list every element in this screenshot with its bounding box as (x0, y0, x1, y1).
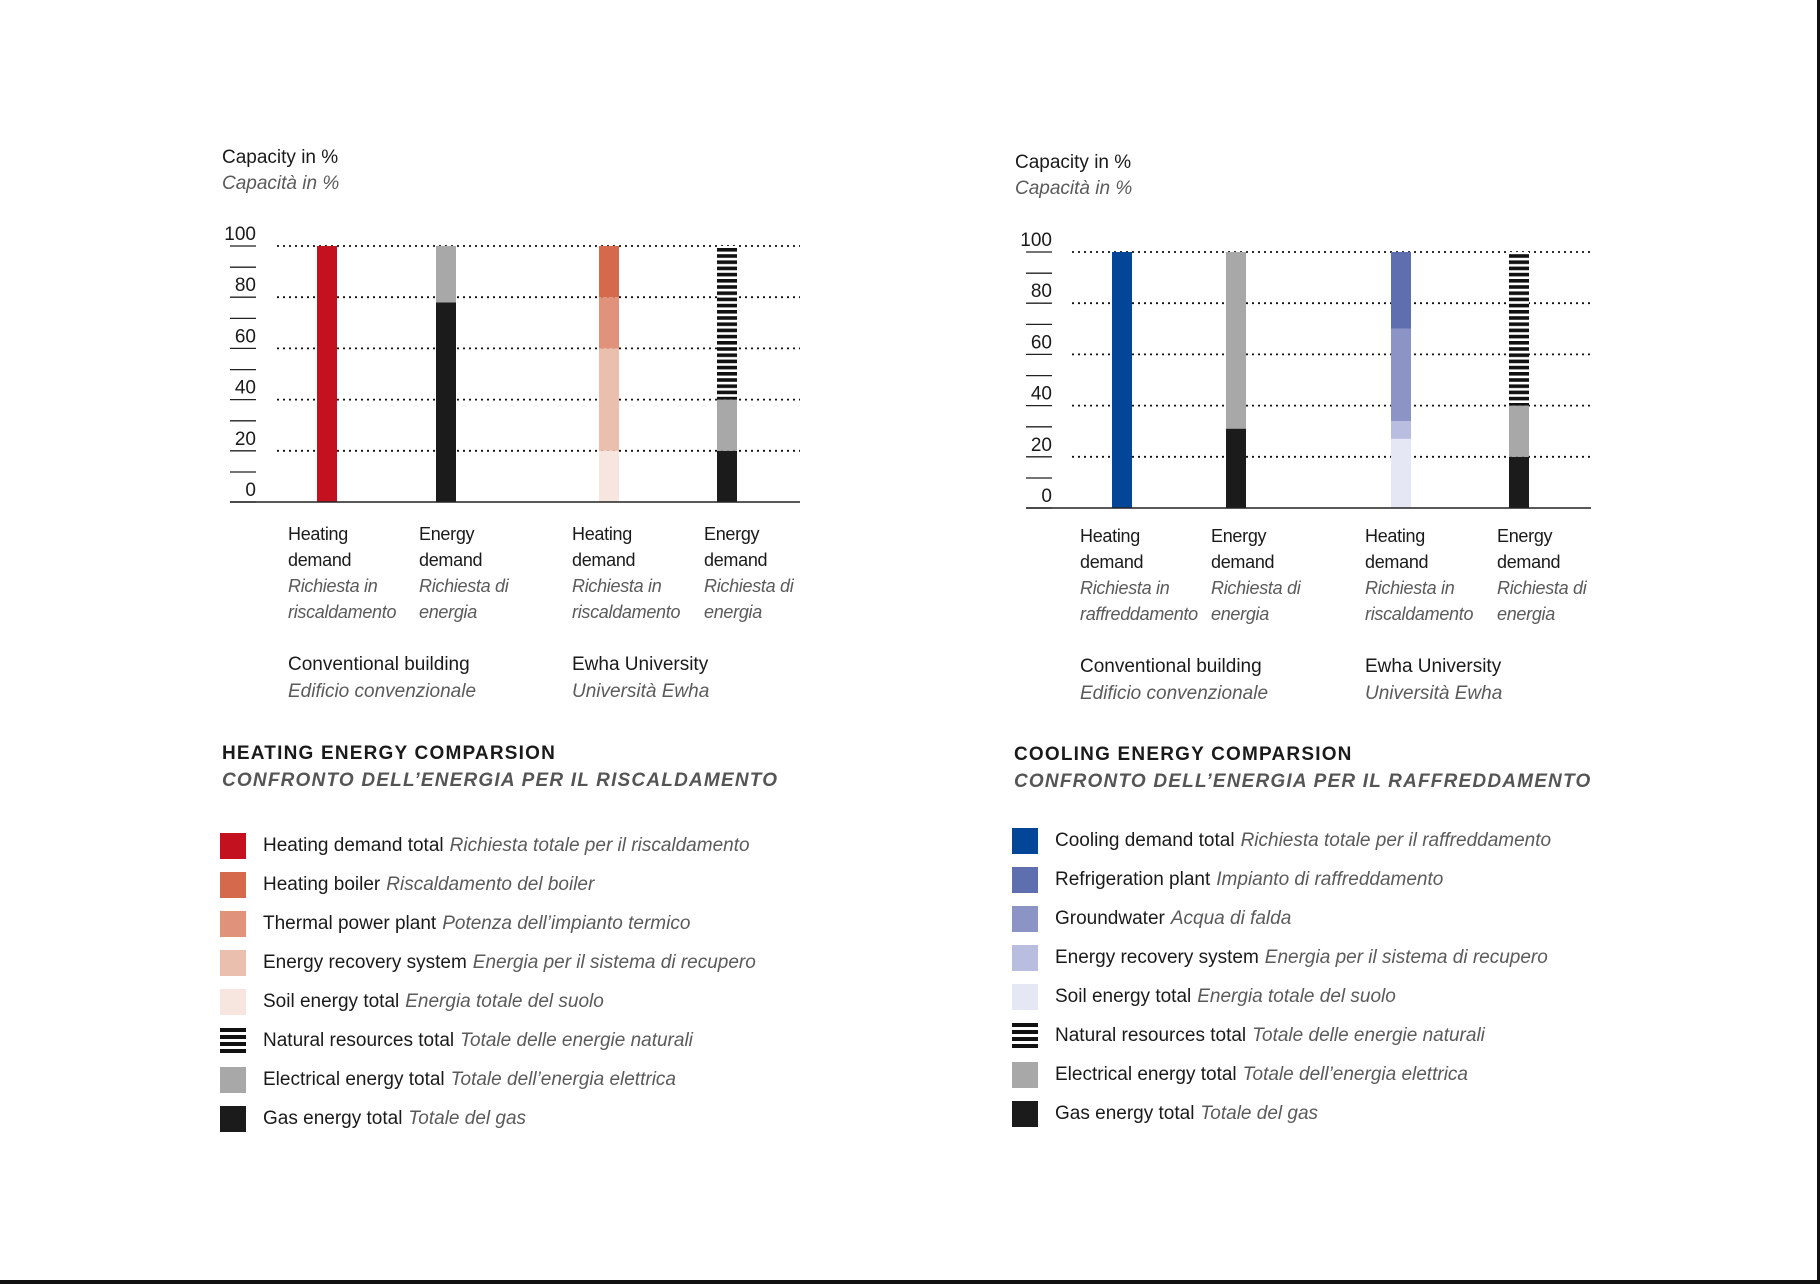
y-tick-label: 80 (1030, 281, 1052, 303)
category-label-line-italian: Richiesta in (1080, 578, 1170, 598)
category-label (1497, 523, 1586, 627)
category-label-line: demand (1365, 552, 1429, 572)
legend-label-english: Refrigeration plant (1055, 869, 1211, 890)
legend-label (1055, 830, 1551, 852)
chart-title: COOLING ENERGY COMPARSION (1014, 744, 1353, 765)
legend-label-english: Natural resources total (263, 1030, 455, 1051)
legend-label-italian: Energia per il sistema di recupero (472, 952, 756, 973)
legend-label-italian: Totale delle energie naturali (1252, 1025, 1485, 1046)
category-label-line: Energy (1211, 526, 1267, 546)
legend-label-italian: Acqua di falda (1170, 908, 1292, 929)
legend-swatch-icon (1012, 906, 1038, 932)
category-label-line-italian: riscaldamento (572, 602, 681, 622)
legend-label-italian: Totale dell’energia elettrica (1242, 1064, 1468, 1085)
category-label-line: demand (704, 550, 768, 570)
legend-label-english: Cooling demand total (1055, 830, 1235, 851)
category-label-line-italian: Richiesta di (704, 576, 794, 596)
legend-label-english: Soil energy total (263, 991, 400, 1012)
group-label-english: Ewha University (1365, 656, 1502, 677)
legend-label-english: Energy recovery system (263, 952, 467, 973)
category-label-line: Energy (704, 524, 760, 544)
legend-label-italian: Totale delle energie naturali (460, 1030, 693, 1051)
category-label-line-italian: Richiesta di (1211, 578, 1301, 598)
category-label-line: demand (1497, 552, 1561, 572)
legend-stripes-icon (1012, 1023, 1038, 1050)
legend-label-english: Energy recovery system (1055, 947, 1259, 968)
category-label-line: demand (288, 550, 352, 570)
category-label-line-italian: energia (1497, 604, 1555, 624)
y-tick-label: 40 (234, 377, 256, 399)
category-label-line-italian: Richiesta di (1497, 578, 1587, 598)
bar-segment-cooling-demand-total (1112, 252, 1132, 508)
legend-item (1012, 945, 1548, 971)
legend-label-italian: Totale del gas (1200, 1103, 1319, 1124)
group-label (1080, 653, 1268, 707)
category-label-line: Heating (1080, 526, 1140, 546)
legend-label (1055, 908, 1291, 930)
legend-label-english: Gas energy total (263, 1108, 403, 1129)
legend-label-italian: Richiesta totale per il riscaldamento (449, 835, 750, 856)
y-axis-label: Capacity in % (222, 147, 339, 168)
category-label (1080, 523, 1198, 627)
category-label-line: Heating (288, 524, 348, 544)
y-axis-label-italian: Capacità in % (1015, 178, 1133, 199)
chart-title-italian: CONFRONTO DELL’ENERGIA PER IL RISCALDAMENTO (222, 770, 779, 791)
y-tick-label: 20 (234, 428, 256, 450)
bar-segment-groundwater (1391, 329, 1411, 421)
legend-label (1055, 986, 1396, 1008)
category-label-line-italian: riscaldamento (288, 602, 397, 622)
legend-label-italian: Potenza dell’impianto termico (442, 913, 691, 934)
legend-label-english: Groundwater (1055, 908, 1165, 929)
bar-segment-gas (1509, 457, 1529, 508)
category-label-line: demand (419, 550, 483, 570)
legend-item (1012, 1023, 1485, 1049)
category-label-line: demand (1080, 552, 1144, 572)
category-label-line-italian: Richiesta in (288, 576, 378, 596)
chart-title: HEATING ENERGY COMPARSION (222, 743, 557, 764)
y-axis-label-italian: Capacità in % (222, 173, 340, 194)
legend-label-english: Electrical energy total (1055, 1064, 1237, 1085)
group-label-italian: Edificio convenzionale (1080, 683, 1269, 704)
y-tick-label: 100 (1020, 230, 1052, 251)
legend-item (1012, 828, 1551, 854)
category-label-line-italian: energia (1211, 604, 1269, 624)
group-label-english: Conventional building (1080, 656, 1262, 677)
legend-swatch-icon (1012, 1101, 1038, 1127)
y-tick-label: 60 (1030, 332, 1052, 354)
group-label (1365, 653, 1502, 707)
group-label-english: Ewha University (572, 654, 709, 675)
group-label-italian: Università Ewha (572, 681, 710, 702)
bar-segment-cooling-soil-energy (1391, 439, 1411, 508)
legend-label (1055, 1064, 1468, 1086)
category-label-line: Energy (419, 524, 475, 544)
legend-swatch-icon (1012, 984, 1038, 1010)
legend-label (1055, 947, 1548, 969)
legend-label-english: Electrical energy total (263, 1069, 445, 1090)
legend-label-english: Gas energy total (1055, 1103, 1195, 1124)
y-tick-label: 0 (1041, 486, 1052, 507)
legend-item (1012, 906, 1291, 932)
category-label-line-italian: riscaldamento (1365, 604, 1474, 624)
group-label-english: Conventional building (288, 654, 470, 675)
category-label-line-italian: raffreddamento (1080, 604, 1198, 624)
legend-label (1055, 869, 1443, 891)
bar-segment-electrical (1509, 406, 1529, 457)
legend-label-italian: Totale del gas (408, 1108, 527, 1129)
category-label-line: Heating (1365, 526, 1425, 546)
legend-label-english: Soil energy total (1055, 986, 1192, 1007)
legend-label-italian: Energia totale del suolo (1197, 986, 1396, 1007)
legend-label (1055, 1025, 1485, 1047)
y-axis-label: Capacity in % (1015, 152, 1132, 173)
legend-label-italian: Riscaldamento del boiler (386, 874, 595, 895)
legend-label-italian: Totale dell’energia elettrica (450, 1069, 676, 1090)
bar-segment-refrigeration-plant (1391, 252, 1411, 329)
legend-item (1012, 1101, 1318, 1127)
legend-item (1012, 984, 1396, 1010)
y-tick-label: 100 (224, 224, 256, 245)
legend-item (1012, 867, 1443, 893)
category-label-line: demand (572, 550, 636, 570)
legend-label-english: Heating demand total (263, 835, 444, 856)
legend-swatch-icon (1012, 828, 1038, 854)
bar-segment-gas (1226, 429, 1246, 508)
legend-swatch-icon (1012, 1062, 1038, 1088)
category-label-line-italian: Richiesta in (1365, 578, 1455, 598)
bar-segment-natural-resources (1509, 252, 1529, 406)
category-label-line-italian: Richiesta di (419, 576, 509, 596)
bar-segment-cooling-energy-recovery (1391, 421, 1411, 439)
legend-label-italian: Richiesta totale per il raffreddamento (1240, 830, 1552, 851)
y-tick-label: 80 (234, 275, 256, 297)
category-label-line-italian: Richiesta in (572, 576, 662, 596)
category-label (1211, 523, 1300, 627)
group-label-italian: Università Ewha (1365, 683, 1503, 704)
legend-label-english: Thermal power plant (263, 913, 437, 934)
category-label-line-italian: energia (419, 602, 477, 622)
category-label-line: Energy (1497, 526, 1553, 546)
chart-title-italian: CONFRONTO DELL’ENERGIA PER IL RAFFREDDAMENTO (1014, 771, 1592, 792)
y-tick-label: 20 (1030, 434, 1052, 456)
legend-label-english: Natural resources total (1055, 1025, 1247, 1046)
category-label-line: demand (1211, 552, 1275, 572)
category-label (1365, 523, 1473, 627)
y-tick-label: 40 (1030, 383, 1052, 405)
y-tick-label: 60 (234, 326, 256, 348)
y-tick-label: 0 (245, 480, 256, 501)
legend-swatch-icon (1012, 945, 1038, 971)
legend-label-english: Heating boiler (263, 874, 381, 895)
legend-label-italian: Energia totale del suolo (405, 991, 604, 1012)
bar-segment-electrical (1226, 252, 1246, 429)
legend-label-italian: Energia per il sistema di recupero (1264, 947, 1548, 968)
legend-label (1055, 1103, 1318, 1125)
category-label-line-italian: energia (704, 602, 762, 622)
legend-swatch-icon (1012, 867, 1038, 893)
legend-item (1012, 1062, 1468, 1088)
legend-label-italian: Impianto di raffreddamento (1216, 869, 1444, 890)
group-label-italian: Edificio convenzionale (288, 681, 477, 702)
category-label-line: Heating (572, 524, 632, 544)
